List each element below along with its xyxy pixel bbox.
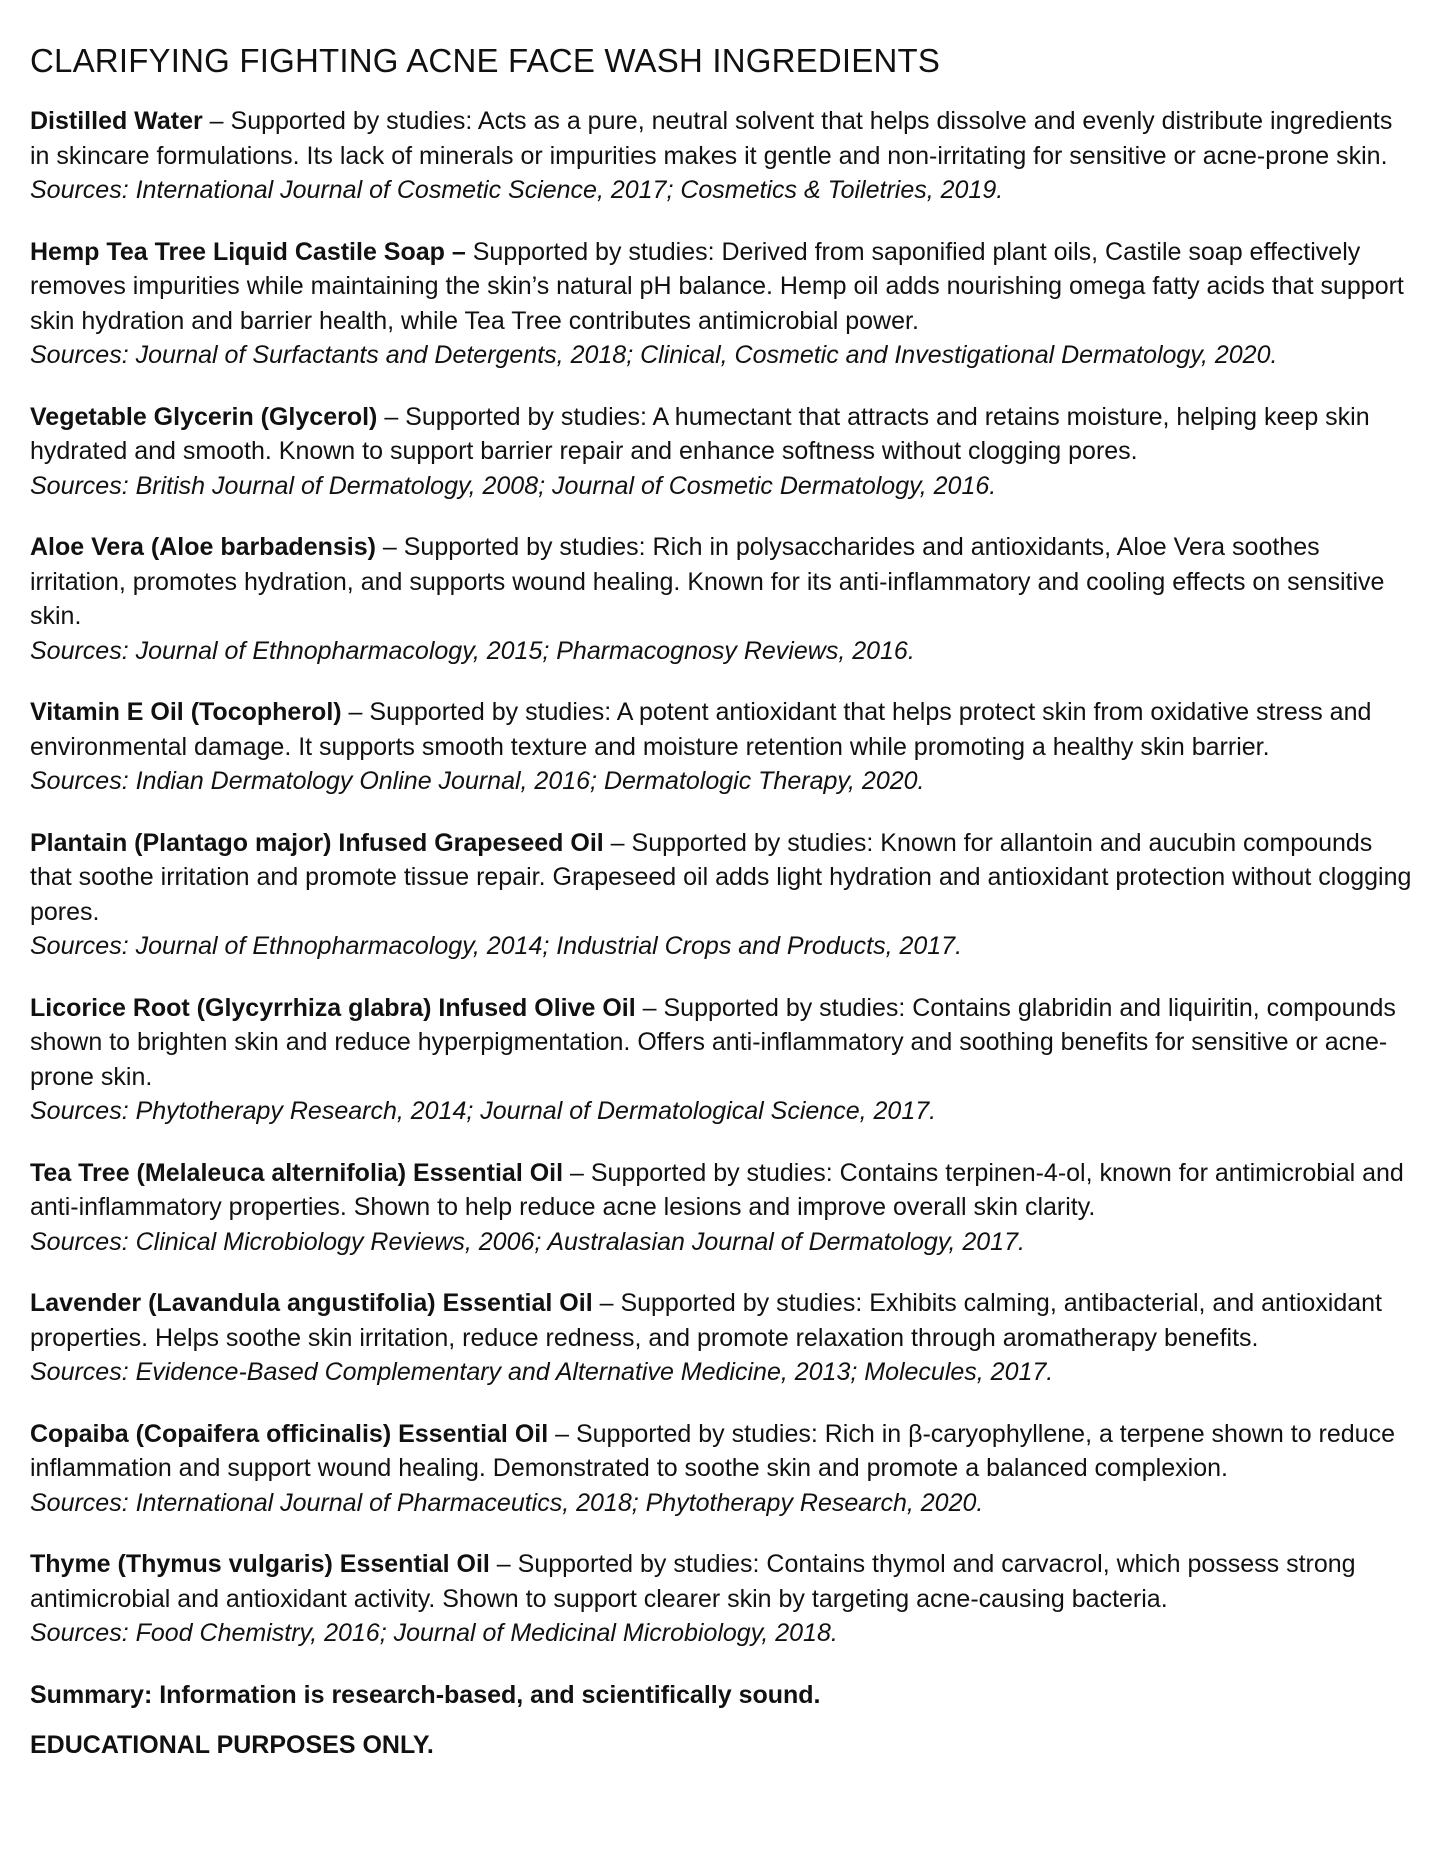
ingredient-sources: Sources: Evidence-Based Complementary and Alternative Medicine, 2013; Molecules, 2017. [30,1358,1054,1386]
ingredient-text: Supported by studies: A humectant that attracts and retains moisture, helping keep skin hydrated and smooth. Known to support barrier repair and enhance softness without clogging pores. [30,402,1370,465]
ingredient-separator: – [489,1550,518,1578]
ingredient-entry [30,1417,1415,1521]
ingredient-entry [30,530,1415,668]
ingredient-name: Vegetable Glycerin (Glycerol) [30,402,378,431]
disclaimer-text: EDUCATIONAL PURPOSES ONLY. [30,1731,434,1759]
ingredient-name: Aloe Vera (Aloe barbadensis) [30,533,376,561]
ingredient-sources: Sources: Phytotherapy Research, 2014; Journal of Dermatological Science, 2017. [30,1097,937,1125]
ingredient-description [30,530,1415,634]
ingredient-entry [30,235,1415,373]
ingredient-description [30,1156,1415,1225]
ingredient-sources: Sources: International Journal of Pharmaceutics, 2018; Phytotherapy Research, 2020. [30,1488,984,1517]
ingredient-sources: Sources: Journal of Ethnopharmacology, 2014; Industrial Crops and Products, 2017. [30,932,963,960]
ingredient-name: Vitamin E Oil (Tocopherol) [30,698,342,726]
ingredient-entry [30,1547,1415,1651]
ingredient-entry [30,104,1415,208]
ingredient-name: Lavender (Lavandula angustifolia) Essential Oil [30,1289,593,1317]
ingredient-text: Supported by studies: Contains terpinen-4-ol, known for antimicrobial and anti-inflammatory properties. Shown to help reduce acne lesions and improve overall skin clarity. [30,1158,1404,1221]
ingredient-entry [30,400,1415,504]
ingredient-description [30,1547,1415,1616]
ingredient-text: Supported by studies: Rich in polysaccharides and antioxidants, Aloe Vera soothes irritation, promotes hydration, and supports wound healing. Known for its anti-inflammatory and cooling effects on sensitive skin. [30,533,1385,630]
ingredient-sources: Sources: Clinical Microbiology Reviews, 2006; Australasian Journal of Dermatology, 2017. [30,1227,1025,1256]
ingredient-sources: Sources: Journal of Ethnopharmacology, 2015; Pharmacognosy Reviews, 2016. [30,636,915,665]
ingredient-sources: Sources: International Journal of Cosmetic Science, 2017; Cosmetics & Toiletries, 2019. [30,176,1004,204]
ingredient-sources: Sources: Journal of Surfactants and Detergents, 2018; Clinical, Cosmetic and Investigational Dermatology, 2020. [30,341,1278,369]
ingredient-entry [30,1286,1415,1390]
ingredient-name: Copaiba (Copaifera officinalis) Essential Oil [30,1419,549,1448]
ingredient-name: Tea Tree (Melaleuca alternifolia) Essential Oil [30,1158,564,1187]
ingredient-text: Supported by studies: Exhibits calming, antibacterial, and antioxidant properties. Helps soothe skin irritation, reduce redness, and promote relaxation through aromatherapy benefits. [30,1289,1382,1352]
summary-statement: Summary: Information is research-based, and scientifically sound. [30,1680,821,1709]
ingredient-separator: – [592,1289,621,1317]
page-title: CLARIFYING FIGHTING ACNE FACE WASH INGREDIENTS [30,42,941,79]
ingredient-description [30,1417,1415,1486]
ingredient-text: Supported by studies: Contains thymol and carvacrol, which possess strong antimicrobial and antioxidant activity. Shown to support clearer skin by targeting acne-causing bacteria. [30,1550,1356,1613]
ingredient-separator: – [548,1419,576,1448]
ingredient-text: Supported by studies: Known for allantoin and aucubin compounds that soothe irritation and promote tissue repair. Grapeseed oil adds light hydration and antioxidant protection without clogging pores. [30,828,1412,926]
ingredient-text: Supported by studies: Rich in β-caryophyllene, a terpene shown to reduce inflammation and support wound healing. Demonstrated to soothe skin and promote a balanced complexion. [30,1419,1395,1482]
ingredient-text: Supported by studies: Contains glabridin and liquiritin, compounds shown to brighten skin and reduce hyperpigmentation. Offers anti-inflammatory and soothing benefits for sensitive or acne-prone skin. [30,993,1396,1091]
ingredient-name: Plantain (Plantago major) Infused Grapeseed Oil [30,828,604,857]
ingredient-text: Supported by studies: Acts as a pure, neutral solvent that helps dissolve and evenly distribute ingredients in skincare formulations. Its lack of minerals or impurities makes it gentle and non-irritating for sensitive or acne-prone skin. [30,107,1393,170]
ingredient-description [30,826,1415,930]
ingredient-entry [30,991,1415,1129]
ingredient-description [30,1286,1415,1355]
ingredient-sources: Sources: Indian Dermatology Online Journal, 2016; Dermatologic Therapy, 2020. [30,767,925,795]
ingredient-name: Licorice Root (Glycyrrhiza glabra) Infused Olive Oil [30,993,636,1022]
ingredient-separator [466,238,473,266]
ingredient-separator: – [377,402,406,431]
ingredient-separator: – [603,828,632,857]
ingredient-sources: Sources: Food Chemistry, 2016; Journal of Medicinal Microbiology, 2018. [30,1619,838,1647]
ingredient-description [30,695,1415,764]
ingredient-description [30,400,1415,469]
ingredient-sources: Sources: British Journal of Dermatology, 2008; Journal of Cosmetic Dermatology, 2016. [30,471,997,500]
ingredient-entry [30,1156,1415,1260]
ingredient-name: Distilled Water [30,107,203,135]
ingredient-separator: – [202,107,231,135]
ingredient-separator: – [563,1158,591,1187]
ingredient-separator: – [635,993,664,1022]
ingredient-separator: – [341,698,370,726]
ingredient-entry [30,826,1415,964]
ingredient-name: Hemp Tea Tree Liquid Castile Soap – [30,237,466,266]
ingredient-text: Supported by studies: Derived from saponified plant oils, Castile soap effectively removes impurities while maintaining the skin’s natural pH balance. Hemp oil adds nourishing omega fatty acids that support skin hydration and barrier health, while Tea Tree contributes antimicrobial power. [30,237,1404,335]
ingredient-description [30,235,1415,339]
ingredient-separator: – [375,533,404,561]
ingredient-entry [30,695,1415,799]
ingredient-description [30,991,1415,1095]
ingredient-name: Thyme (Thymus vulgaris) Essential Oil [30,1550,490,1578]
ingredient-description [30,104,1415,173]
ingredient-text: Supported by studies: A potent antioxidant that helps protect skin from oxidative stress and environmental damage. It supports smooth texture and moisture retention while promoting a healthy skin barrier. [30,698,1372,761]
